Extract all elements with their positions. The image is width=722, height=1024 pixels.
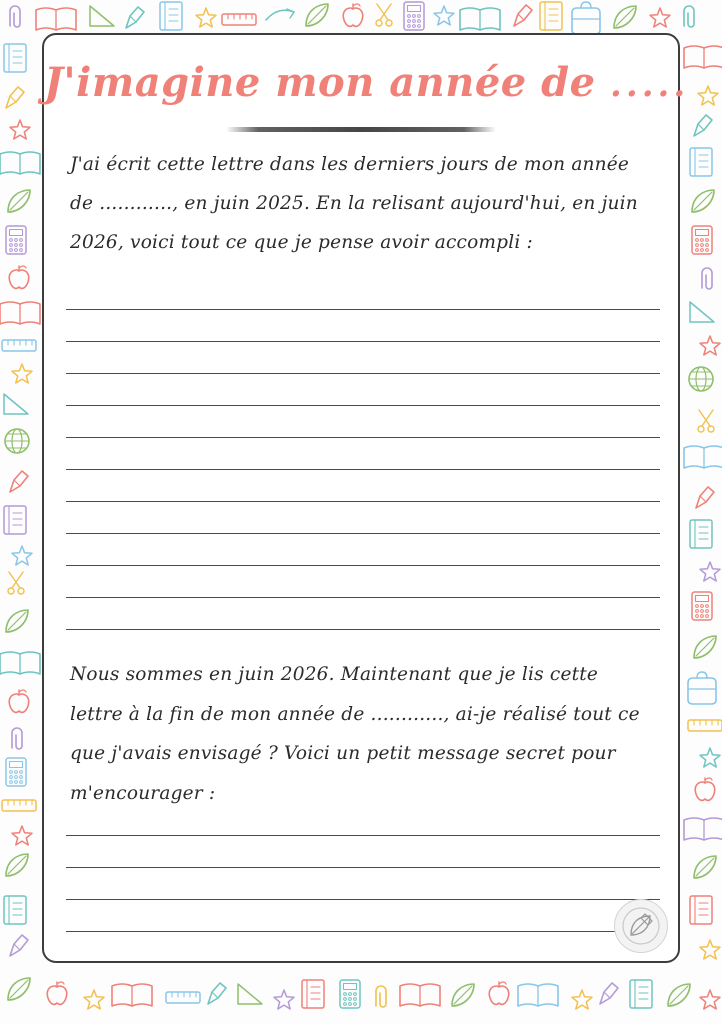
leaf-pen-logo-svg: [621, 906, 661, 946]
page-title-dots: .....: [610, 65, 690, 105]
writing-line[interactable]: [66, 565, 660, 566]
writing-line[interactable]: [66, 629, 660, 630]
page-title: [44, 59, 689, 106]
page-title-text: J'imagine mon année de: [44, 59, 596, 106]
writing-line[interactable]: [66, 835, 660, 836]
writing-line[interactable]: [66, 469, 660, 470]
writing-line[interactable]: [66, 309, 660, 310]
writing-line[interactable]: [66, 533, 660, 534]
writing-line[interactable]: [66, 373, 660, 374]
worksheet-card: [42, 33, 690, 963]
writing-line[interactable]: [66, 931, 660, 932]
writing-line[interactable]: [66, 437, 660, 438]
writing-line[interactable]: [66, 899, 660, 900]
second-paragraph: Nous sommes en juin 2026. Maintenant que je lis cette lettre à la fin de mon année de ............, ai-je réalisé tout ce que j'avais envisagé ? Voici un petit message secret pour m'encourager :: [70, 664, 640, 804]
writing-line[interactable]: [66, 501, 660, 502]
writing-line[interactable]: [66, 405, 660, 406]
intro-paragraph: J'ai écrit cette lettre dans les derniers jours de mon année de ............, en juin 2025. En la relisant aujourd'hui, en juin 2026, voici tout ce que je pense avoir accompli :: [70, 154, 638, 253]
page-title-wrap: [44, 59, 690, 106]
writing-line[interactable]: [66, 867, 660, 868]
writing-line[interactable]: [66, 597, 660, 598]
title-underline: [226, 127, 496, 132]
writing-line[interactable]: [66, 341, 660, 342]
leaf-pen-logo-icon: [614, 899, 668, 953]
